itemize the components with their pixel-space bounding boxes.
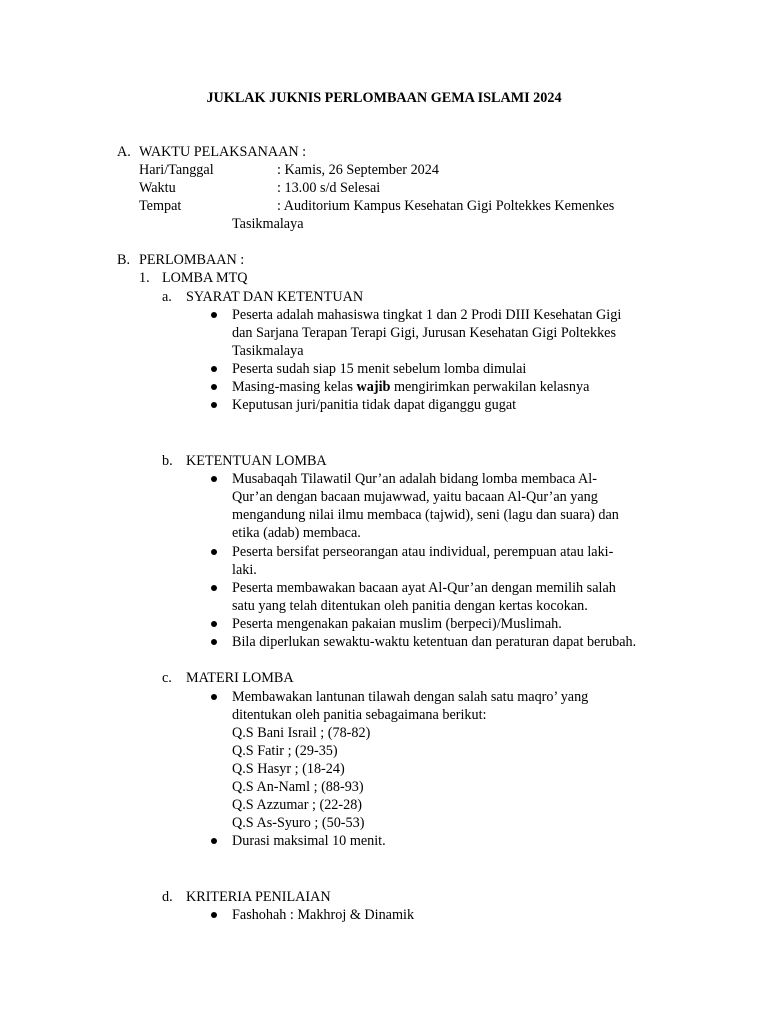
surah-item: Q.S An-Naml ; (88-93) <box>232 779 364 795</box>
bullet-icon <box>211 366 217 372</box>
surah-item: Q.S As-Syuro ; (50-53) <box>232 815 365 831</box>
bullet-icon <box>211 838 217 844</box>
surah-item: Q.S Hasyr ; (18-24) <box>232 761 345 777</box>
surah-item: Q.S Fatir ; (29-35) <box>232 743 338 759</box>
ketentuan-1-line-1: Musabaqah Tilawatil Qur’an adalah bidang lomba membaca Al- <box>232 471 597 487</box>
section-a-heading: WAKTU PELAKSANAAN : <box>139 144 307 160</box>
subsection-d-heading: KRITERIA PENILAIAN <box>186 889 331 905</box>
bullet-icon <box>211 384 217 390</box>
syarat-1-line-1: Peserta adalah mahasiswa tingkat 1 dan 2 Prodi DIII Kesehatan Gigi <box>232 307 622 323</box>
subsection-a-marker: a. <box>162 289 172 305</box>
ketentuan-3-line-2: satu yang telah ditentukan oleh panitia dengan kertas kocokan. <box>232 598 588 614</box>
materi-2: Durasi maksimal 10 menit. <box>232 833 386 849</box>
tempat-value: : Auditorium Kampus Kesehatan Gigi Poltekkes Kemenkes <box>277 198 615 214</box>
item-1-marker: 1. <box>139 270 150 286</box>
subsection-b-heading: KETENTUAN LOMBA <box>186 453 327 469</box>
subsection-c-marker: c. <box>162 670 172 686</box>
bullet-icon <box>211 549 217 555</box>
waktu-value: : 13.00 s/d Selesai <box>277 180 381 196</box>
ketentuan-1-line-4: etika (adab) membaca. <box>232 525 361 541</box>
hari-tanggal-value: : Kamis, 26 September 2024 <box>277 162 439 178</box>
subsection-a-heading: SYARAT DAN KETENTUAN <box>186 289 364 305</box>
subsection-b-marker: b. <box>162 453 173 469</box>
tempat-value-continued: Tasikmalaya <box>232 216 304 232</box>
bullet-icon <box>211 402 217 408</box>
materi-1-line-1: Membawakan lantunan tilawah dengan salah satu maqro’ yang <box>232 689 589 705</box>
syarat-3-pre: Masing-masing kelas <box>232 379 357 395</box>
bullet-icon <box>211 912 217 918</box>
item-1-heading: LOMBA MTQ <box>162 270 248 286</box>
syarat-3 <box>232 378 589 396</box>
ketentuan-4: Peserta mengenakan pakaian muslim (berpeci)/Muslimah. <box>232 616 562 632</box>
bullet-icon <box>211 621 217 627</box>
hari-tanggal-label: Hari/Tanggal <box>139 162 214 178</box>
syarat-4: Keputusan juri/panitia tidak dapat diganggu gugat <box>232 397 517 413</box>
surah-item: Q.S Bani Israil ; (78-82) <box>232 725 371 741</box>
waktu-label: Waktu <box>139 180 176 196</box>
section-a-marker: A. <box>117 144 131 160</box>
bullet-icon <box>211 585 217 591</box>
section-b-heading: PERLOMBAAN : <box>139 252 245 268</box>
syarat-2: Peserta sudah siap 15 menit sebelum lomba dimulai <box>232 361 527 377</box>
bullet-icon <box>211 694 217 700</box>
ketentuan-2-line-2: laki. <box>232 562 257 578</box>
section-b-marker: B. <box>117 252 131 268</box>
syarat-3-post: mengirimkan perwakilan kelasnya <box>390 379 590 395</box>
bullet-icon <box>211 639 217 645</box>
bullet-icon <box>211 476 217 482</box>
ketentuan-5: Bila diperlukan sewaktu-waktu ketentuan dan peraturan dapat berubah. <box>232 634 637 650</box>
bullet-icon <box>211 312 217 318</box>
ketentuan-3-line-1: Peserta membawakan bacaan ayat Al-Qur’an dengan memilih salah <box>232 580 616 596</box>
subsection-d-marker: d. <box>162 889 173 905</box>
tempat-label: Tempat <box>139 198 182 214</box>
ketentuan-2-line-1: Peserta bersifat perseorangan atau individual, perempuan atau laki- <box>232 544 614 560</box>
syarat-1-line-3: Tasikmalaya <box>232 343 304 359</box>
surah-item: Q.S Azzumar ; (22-28) <box>232 797 363 813</box>
ketentuan-1-line-2: Qur’an dengan bacaan mujawwad, yaitu bacaan Al-Qur’an yang <box>232 489 598 505</box>
ketentuan-1-line-3: mengandung nilai ilmu membaca (tajwid), seni (lagu dan suara) dan <box>232 507 619 523</box>
syarat-3-bold: wajib <box>356 379 391 395</box>
document-title: JUKLAK JUKNIS PERLOMBAAN GEMA ISLAMI 2024 <box>206 90 562 106</box>
syarat-1-line-2: dan Sarjana Terapan Terapi Gigi, Jurusan Kesehatan Gigi Poltekkes <box>232 325 616 341</box>
subsection-c-heading: MATERI LOMBA <box>186 670 294 686</box>
kriteria-1: Fashohah : Makhroj & Dinamik <box>232 907 415 923</box>
materi-1-line-2: ditentukan oleh panitia sebagaimana berikut: <box>232 707 487 723</box>
